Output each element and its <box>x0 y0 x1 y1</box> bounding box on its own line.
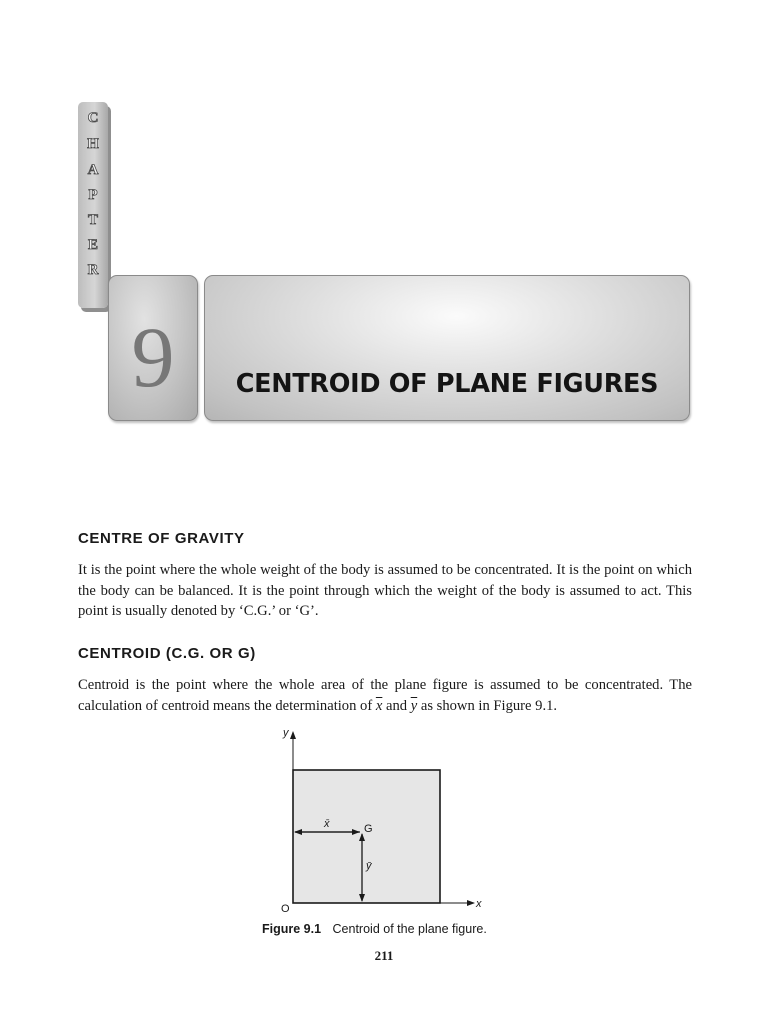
chapter-tab-letter: A <box>87 162 99 178</box>
paragraph-centre-of-gravity: It is the point where the whole weight of the body is assumed to be concentrated. It is the point on which the body can be balanced. It is the point through which the weight of the body is assumed to act. This point is usually denoted by ‘C.G.’ or ‘G’. <box>78 562 692 619</box>
chapter-tab-letter: E <box>87 237 98 253</box>
chapter-tab <box>78 102 108 308</box>
paragraph-centroid-tail: as shown in Figure 9.1. <box>417 697 558 714</box>
xbar-symbol: $\overline{x}$ <box>375 697 383 714</box>
figure-caption-text: Centroid of the plane figure. <box>332 922 487 936</box>
figure-caption-label: Figure 9.1 <box>262 922 322 936</box>
page-number: 211 <box>374 948 394 963</box>
y-axis-label: y <box>283 727 289 739</box>
chapter-tab-letter: P <box>88 187 98 203</box>
figure-caption <box>262 922 487 936</box>
paragraph-centroid <box>78 675 692 716</box>
chapter-title-box <box>204 275 690 421</box>
chapter-tab-letter: T <box>87 212 98 228</box>
chapter-number: 9 <box>131 309 175 405</box>
and-word: and <box>382 697 411 714</box>
xbar-label: x̄ <box>324 818 330 830</box>
chapter-number-box <box>108 275 198 421</box>
section-heading-centroid: CENTROID (C.G. OR G) <box>78 645 256 662</box>
paragraph-centroid-text: Centroid is the point where the whole area of the plane figure is assumed to be concentrated. The calculation of centroid means the determination of <box>78 677 692 714</box>
ybar-symbol: $\overline{y}$ <box>410 697 418 714</box>
origin-label: O <box>281 903 290 915</box>
centroid-point-label: G <box>364 823 373 835</box>
plane-figure <box>293 770 440 903</box>
chapter-tab-letter: C <box>87 110 99 126</box>
figure-centroid <box>270 722 500 918</box>
chapter-title: CENTROID OF PLANE FIGURES <box>235 369 659 399</box>
ybar-label: ȳ <box>366 860 372 872</box>
x-axis-label: x <box>476 898 482 910</box>
section-heading-centre-of-gravity: CENTRE OF GRAVITY <box>78 530 245 547</box>
chapter-tab-letter: H <box>87 136 99 152</box>
chapter-tab-letter: R <box>87 262 99 278</box>
